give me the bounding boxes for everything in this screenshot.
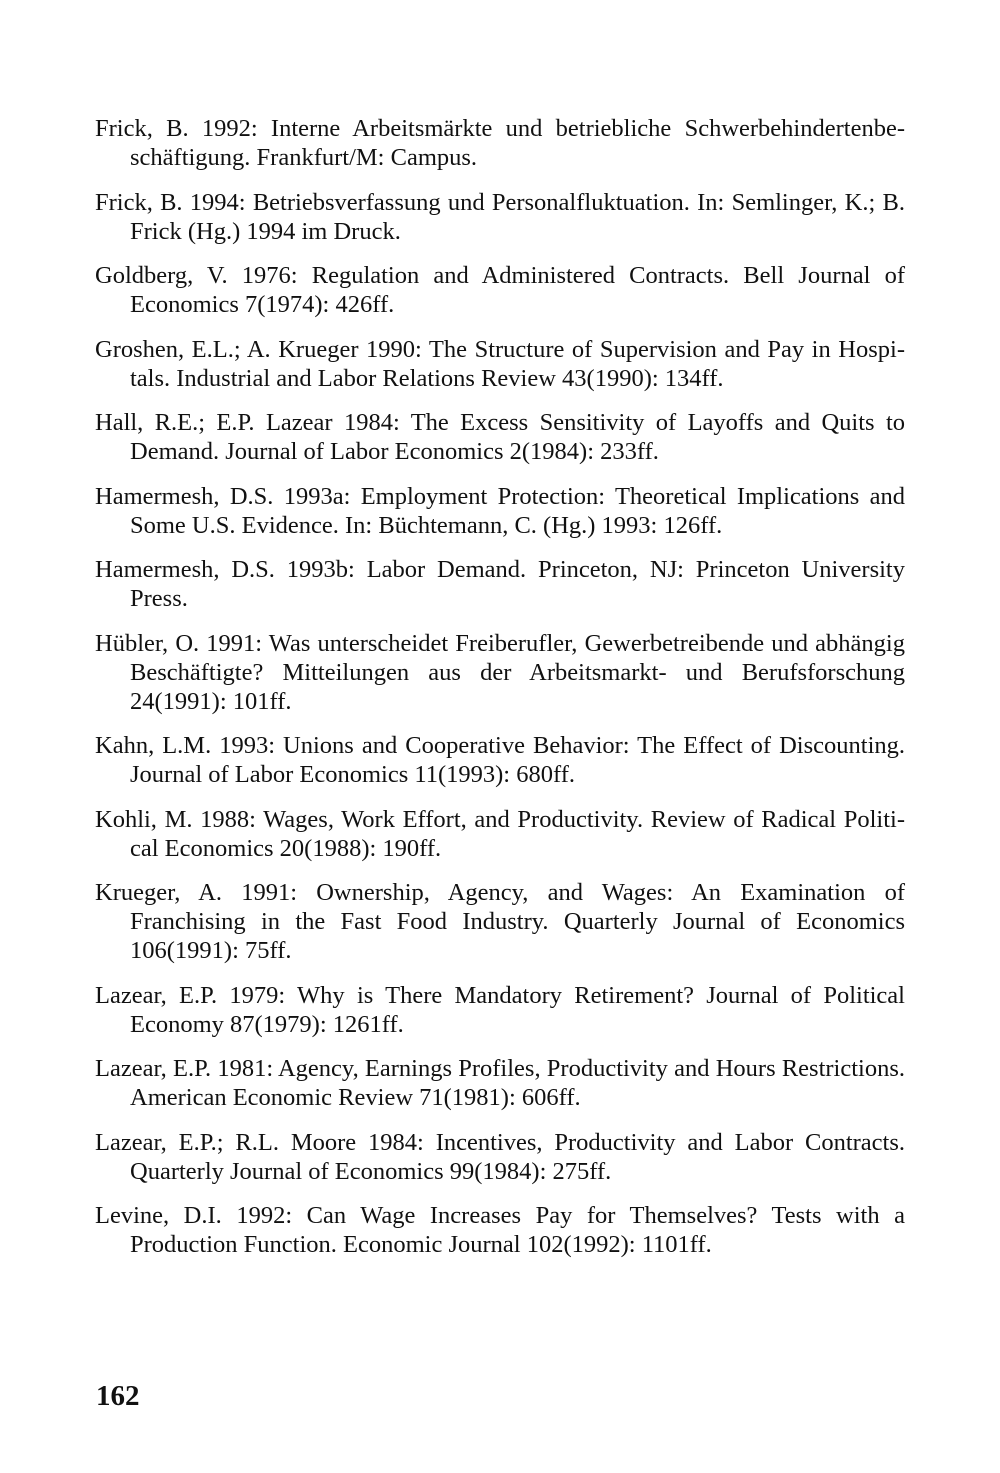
page-number: 162: [96, 1380, 140, 1412]
reference-list: [95, 114, 905, 1275]
reference-entry: Kahn, L.M. 1993: Unions and Cooperative Behavior: The Effect of Discounting. Journal of Labor Economics 11(1993): 680ff.: [95, 732, 905, 788]
reference-entry: Groshen, E.L.; A. Krueger 1990: The Structure of Supervision and Pay in Hospitals. Industrial and Labor Relations Review 43(1990): 134ff.: [95, 335, 905, 392]
reference-entry: Frick, B. 1992: Interne Arbeitsmärkte und betriebliche Schwerbehindertenbeschäftigung. Frankfurt/M: Campus.: [95, 115, 905, 171]
reference-entry: Hübler, O. 1991: Was unterscheidet Freiberufler, Gewerbetreibende und abhängig Beschäftigte? Mitteilungen aus der Arbeitsmarkt- und Berufsforschung 24(1991): 101ff.: [95, 629, 905, 715]
reference-entry: Hamermesh, D.S. 1993b: Labor Demand. Princeton, NJ: Princeton University Press.: [95, 556, 905, 612]
reference-entry: Goldberg, V. 1976: Regulation and Administered Contracts. Bell Journal of Economics 7(1974): 426ff.: [95, 262, 905, 318]
reference-entry: Lazear, E.P.; R.L. Moore 1984: Incentives, Productivity and Labor Contracts. Quarterly Journal of Economics 99(1984): 275ff.: [95, 1128, 905, 1185]
reference-entry: Levine, D.I. 1992: Can Wage Increases Pay for Themselves? Tests with a Production Function. Economic Journal 102(1992): 1101ff.: [95, 1202, 905, 1258]
reference-entry: Kohli, M. 1988: Wages, Work Effort, and Productivity. Review of Radical Political Economics 20(1988): 190ff.: [95, 805, 905, 862]
reference-entry: Frick, B. 1994: Betriebsverfassung und Personalfluktuation. In: Semlinger, K.; B. Frick (Hg.) 1994 im Druck.: [95, 188, 905, 245]
reference-entry: Lazear, E.P. 1979: Why is There Mandatory Retirement? Journal of Political Economy 87(1979): 1261ff.: [95, 981, 905, 1038]
reference-entry: Hamermesh, D.S. 1993a: Employment Protection: Theoretical Implications and Some U.S. Evidence. In: Büchtemann, C. (Hg.) 1993: 126ff.: [95, 482, 905, 539]
reference-entry: Krueger, A. 1991: Ownership, Agency, and Wages: An Examination of Franchising in the Fast Food Industry. Quarterly Journal of Economics 106(1991): 75ff.: [95, 879, 905, 964]
reference-entry: Hall, R.E.; E.P. Lazear 1984: The Excess Sensitivity of Layoffs and Quits to Demand. Journal of Labor Economics 2(1984): 233ff.: [95, 409, 905, 465]
reference-entry: Lazear, E.P. 1981: Agency, Earnings Profiles, Productivity and Hours Restrictions. American Economic Review 71(1981): 606ff.: [95, 1055, 905, 1111]
